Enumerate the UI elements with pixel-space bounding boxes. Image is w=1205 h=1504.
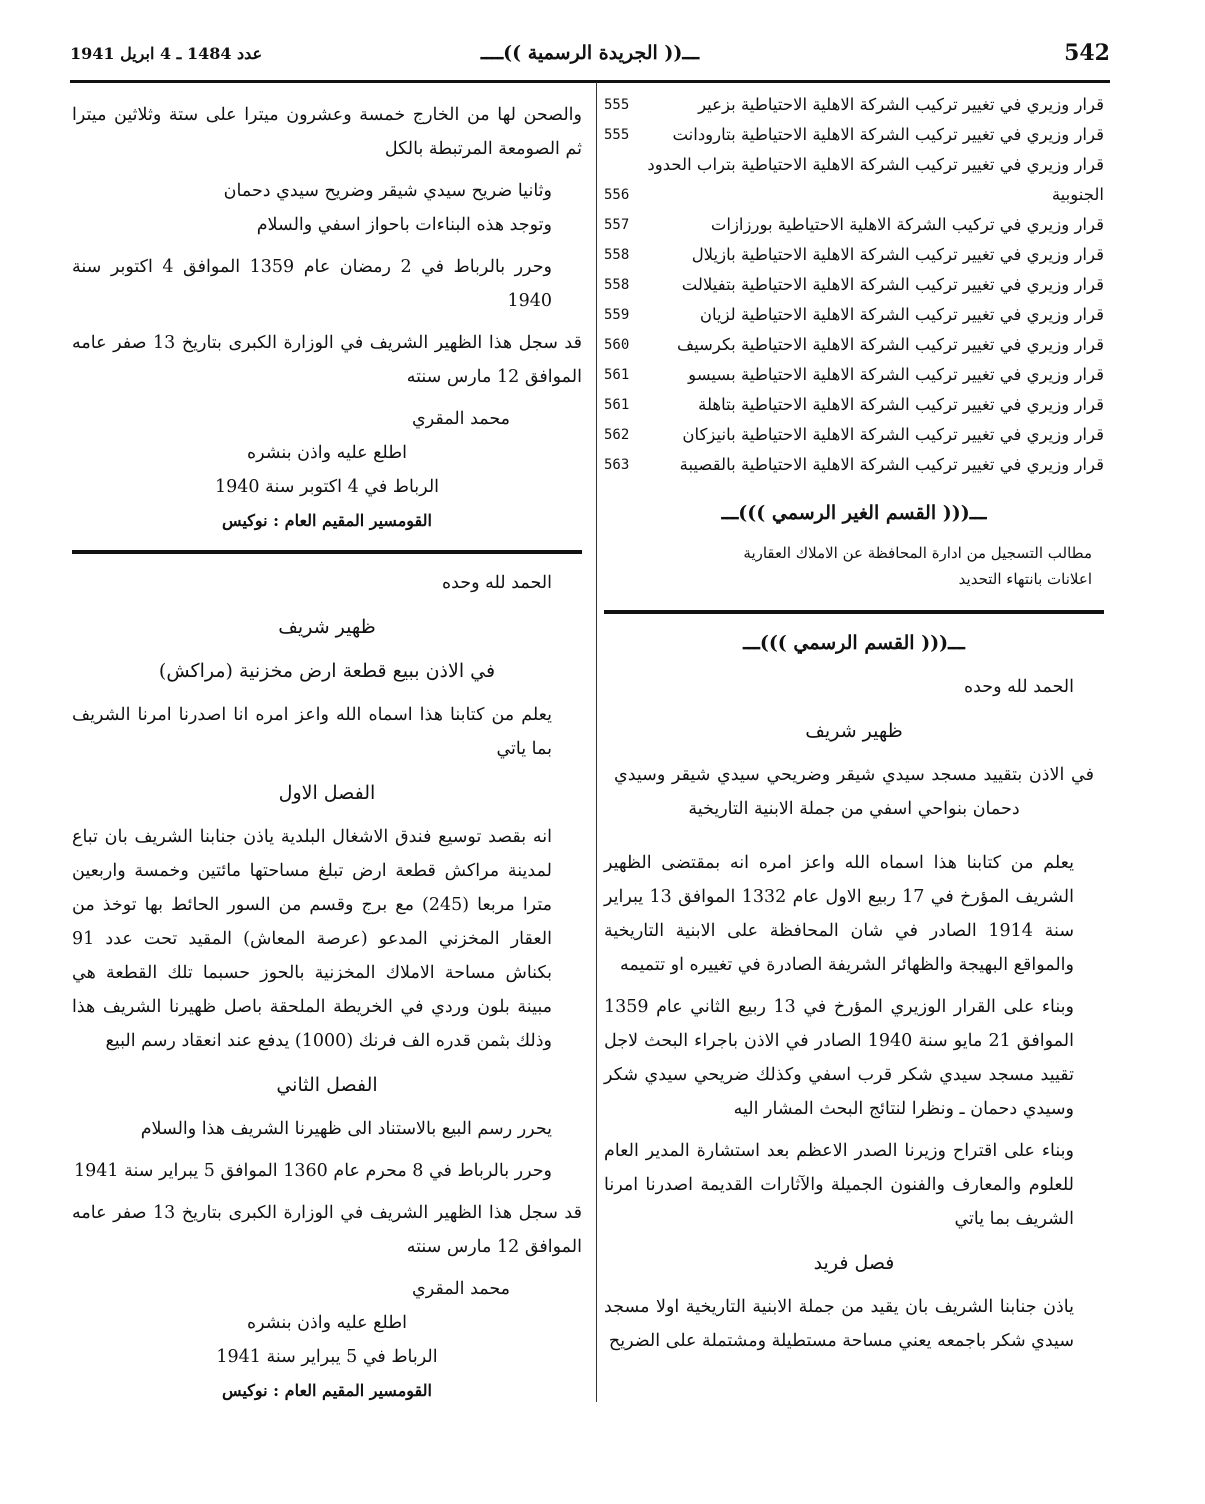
toc-page: 562 <box>604 427 630 443</box>
section-heading: فصل فريد <box>813 1252 895 1274</box>
toc-row <box>604 90 1104 120</box>
section-rule <box>72 550 582 554</box>
hamd-line: الحمد لله وحده <box>963 677 1074 697</box>
toc-row <box>604 120 1104 150</box>
toc-title: قرار وزيري في تغيير تركيب الشركة الاهلية الاحتياطية بتراب الحدود الجنوبية <box>647 155 1104 204</box>
signer-name: محمد المقري <box>412 1279 511 1299</box>
section-rule <box>604 610 1104 614</box>
text-line: وتوجد هذه البناءات باحواز اسفي والسلام <box>256 215 552 235</box>
left-column <box>72 90 582 1408</box>
toc-title: قرار وزيري في تغيير تركيب الشركة الاهلية الاحتياطية بكرسيف <box>677 335 1104 354</box>
issue-info: عدد 1484 ـ 4 ابريل 1941 <box>70 44 263 63</box>
toc-title: قرار وزيري في تركيب الشركة الاهلية الاحتياطية بورزازات <box>710 215 1104 234</box>
toc-title: قرار وزيري في تغيير تركيب الشركة الاهلية الاحتياطية لزيان <box>699 305 1104 324</box>
toc-title: قرار وزيري في تغيير تركيب الشركة الاهلية الاحتياطية بزعير <box>698 95 1104 114</box>
dahir-subject: في الاذن ببيع قطعة ارض مخزنية (مراكش) <box>158 660 496 682</box>
paragraph: وبناء على اقتراح وزيرنا الصدر الاعظم بعد استشارة المدير العام للعلوم والمعارف والفنون الجميلة والآثارات القديمة اصدرنا امرنا الشريف بما ياتي <box>604 1141 1074 1229</box>
paragraph: انه بقصد توسيع فندق الاشغال البلدية ياذن جنابنا الشريف بان تباع لمدينة مراكش قطعة ارض تبلغ مساحتها مائتين وخمسة واربعين مترا مربعا (245) مع برج وقسم من السور الحائط بها توخذ من العقار المخزني المدعو (عرصة المعاش) المقيد تحت عدد 91 بكناش مساحة الاملاك المخزنية بالحوز حسبما تلك القطعة هي مبينة بلون وردي في الخريطة الملحقة باصل ظهيرنا الشريف هذا وذلك بثمن قدره الف فرنك (1000) يدفع عند انعقاد رسم البيع <box>72 827 552 1051</box>
text-line: وثانيا ضريح سيدي شيقر وضريح سيدي دحمان <box>223 181 552 201</box>
commissioner-line: القومسير المقيم العام : نوكيس <box>222 1381 432 1400</box>
page-number: 542 <box>1064 40 1110 66</box>
chapter-heading: الفصل الثاني <box>276 1074 378 1096</box>
registration-note: قد سجل هذا الظهير الشريف في الوزارة الكبرى بتاريخ 13 صفر عامه الموافق 12 مارس سنته <box>72 1203 582 1257</box>
chapter-heading: الفصل الاول <box>278 782 376 804</box>
toc-title: قرار وزيري في تغيير تركيب الشركة الاهلية الاحتياطية بتارودانت <box>672 125 1104 144</box>
commissioner-line: القومسير المقيم العام : نوكيس <box>222 511 432 530</box>
toc-row <box>604 210 1104 240</box>
dated-line: وحرر بالرباط في 8 محرم عام 1360 الموافق 5 يبراير سنة 1941 <box>74 1161 552 1181</box>
dahir-heading: ظهير شريف <box>805 720 903 742</box>
paragraph: يحرر رسم البيع بالاستناد الى ظهيرنا الشريف هذا والسلام <box>140 1119 552 1139</box>
dated-line: وحرر بالرباط في 2 رمضان عام 1359 الموافق 4 اكتوبر سنة 1940 <box>72 257 552 311</box>
unofficial-line-1: مطالب التسجيل من ادارة المحافظة عن الاملاك العقارية <box>743 544 1092 562</box>
toc-title: قرار وزيري في تغيير تركيب الشركة الاهلية الاحتياطية بازيلال <box>691 245 1104 264</box>
toc-page: 558 <box>604 247 630 263</box>
toc-page: 560 <box>604 337 630 353</box>
unofficial-line-2: اعلانات بانتهاء التحديد <box>958 570 1092 588</box>
toc-row <box>604 360 1104 390</box>
place-date: الرباط في 5 يبراير سنة 1941 <box>216 1347 438 1367</box>
toc-row <box>604 450 1104 480</box>
toc-page: 561 <box>604 397 630 413</box>
column-divider <box>596 82 597 1402</box>
paragraph: يعلم من كتابنا هذا اسماه الله واعز امره انا اصدرنا امرنا الشريف بما ياتي <box>72 705 552 759</box>
paragraph: والصحن لها من الخارج خمسة وعشرون ميترا على ستة وثلاثين ميترا ثم الصومعة المرتبطة بالكل <box>72 105 582 159</box>
paragraph: يعلم من كتابنا هذا اسماه الله واعز امره انه بمقتضى الظهير الشريف المؤرخ في 17 ربيع الاول عام 1332 الموافق 13 يبراير سنة 1914 الصادر في شان المحافظة على الابنية التاريخية والمواقع البهيجة والظهائر الشريفة الصادرة في تغييره او تتميمه <box>604 853 1075 975</box>
toc-title: قرار وزيري في تغيير تركيب الشركة الاهلية الاحتياطية بالقصيبة <box>679 455 1104 474</box>
place-date: الرباط في 4 اكتوبر سنة 1940 <box>214 477 440 497</box>
signer-name: محمد المقري <box>412 409 511 429</box>
table-of-contents <box>604 90 1104 480</box>
paragraph: وبناء على القرار الوزيري المؤرخ في 13 ربيع الثاني عام 1359 الموافق 21 مايو سنة 1940 الصادر في الاذن باجراء البحث لاجل تقييد مسجد سيدي شكر قرب اسفي وكذلك ضريحي سيدي شكر وسيدي دحمان ـ ونظرا لنتائج البحث المشار اليه <box>604 997 1074 1119</box>
toc-page: 558 <box>604 277 630 293</box>
dahir-heading: ظهير شريف <box>278 616 376 638</box>
page-header <box>70 40 1110 74</box>
right-column <box>604 90 1104 1366</box>
gazette-title: ـــ(( الجريدة الرسمية ))ــــ <box>480 42 700 64</box>
official-section-title: ـــ((( القسم الرسمي )))ـــ <box>743 632 965 654</box>
unofficial-section-title: ـــ((( القسم الغير الرسمي )))ـــ <box>721 502 987 524</box>
toc-title: قرار وزيري في تغيير تركيب الشركة الاهلية الاحتياطية بتفيلالت <box>681 275 1104 294</box>
paragraph: ياذن جنابنا الشريف بان يقيد من جملة الابنية التاريخية اولا مسجد سيدي شكر باجمعه يعني مساحة مستطيلة ومشتملة على الضريح <box>604 1297 1074 1351</box>
toc-title: قرار وزيري في تغيير تركيب الشركة الاهلية الاحتياطية بتاهلة <box>698 395 1104 414</box>
toc-page: 555 <box>604 97 630 113</box>
toc-page: 556 <box>604 187 630 203</box>
toc-page: 561 <box>604 367 630 383</box>
approval-line: اطلع عليه واذن بنشره <box>246 443 408 463</box>
toc-title: قرار وزيري في تغيير تركيب الشركة الاهلية الاحتياطية بانيزكان <box>682 425 1104 444</box>
toc-row <box>604 420 1104 450</box>
toc-title: قرار وزيري في تغيير تركيب الشركة الاهلية الاحتياطية بسيسو <box>688 365 1104 384</box>
toc-page: 555 <box>604 127 630 143</box>
toc-row <box>604 150 1104 210</box>
toc-row <box>604 330 1104 360</box>
toc-row <box>604 270 1104 300</box>
hamd-line: الحمد لله وحده <box>441 573 552 593</box>
approval-line: اطلع عليه واذن بنشره <box>246 1313 408 1333</box>
toc-row <box>604 390 1104 420</box>
toc-page: 557 <box>604 217 630 233</box>
toc-page: 559 <box>604 307 630 323</box>
toc-row <box>604 300 1104 330</box>
dahir-subject: في الاذن بتقييد مسجد سيدي شيقر وضريحي سيدي شيقر وسيدي دحمان بنواحي اسفي من جملة الابنية التاريخية <box>614 765 1094 819</box>
toc-row <box>604 240 1104 270</box>
header-rule <box>70 80 1110 83</box>
registration-note: قد سجل هذا الظهير الشريف في الوزارة الكبرى بتاريخ 13 صفر عامه الموافق 12 مارس سنته <box>72 333 582 387</box>
toc-page: 563 <box>604 457 630 473</box>
